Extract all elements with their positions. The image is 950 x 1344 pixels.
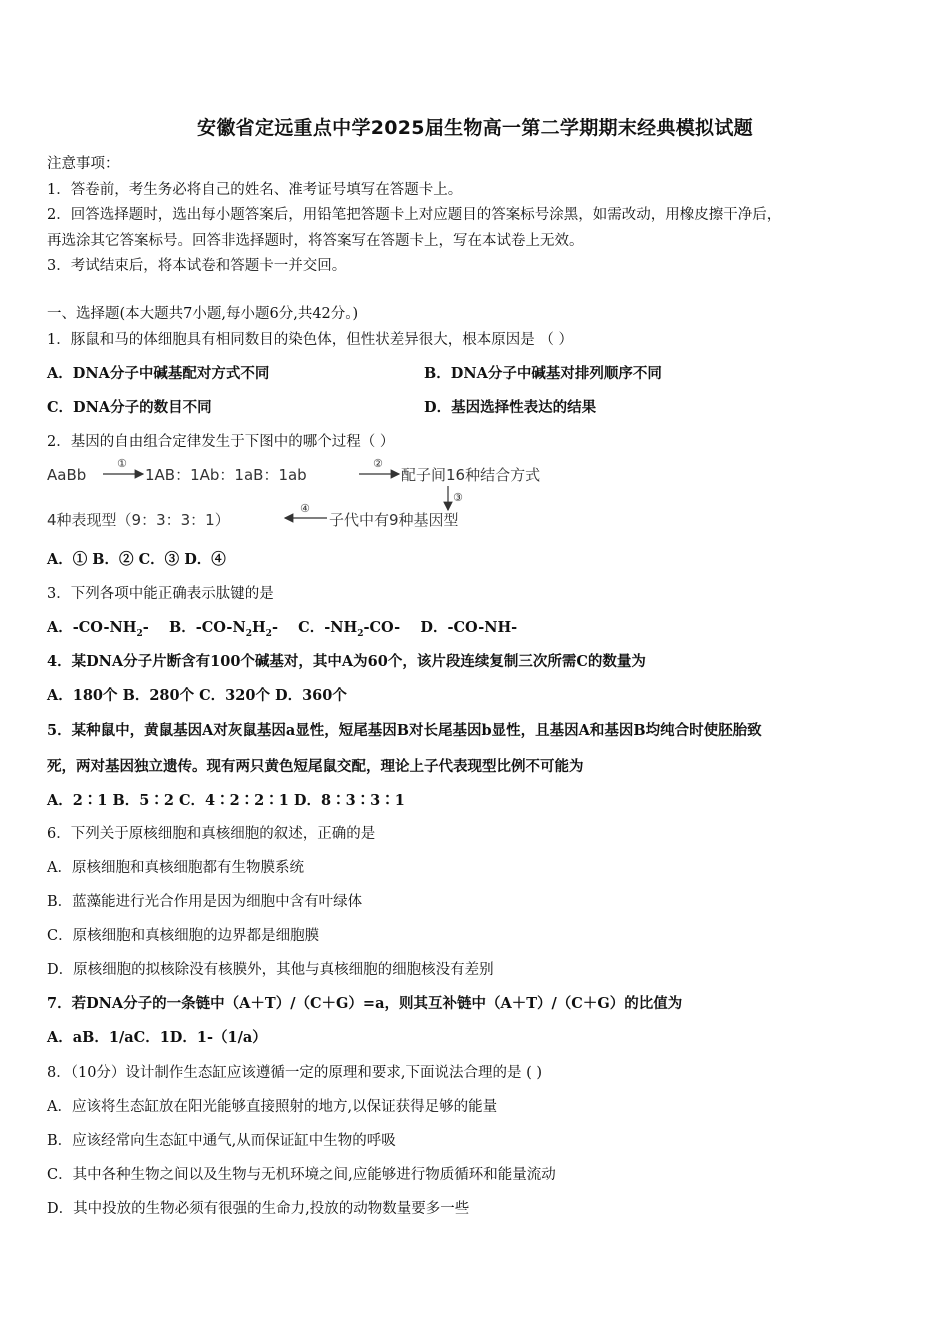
q2-stem: 2．基因的自由组合定律发生于下图中的哪个过程（ ） bbox=[47, 434, 395, 450]
q1-option-b: B．DNA分子中碱基对排列顺序不同 bbox=[424, 365, 662, 382]
q1-option-d: D．基因选择性表达的结果 bbox=[424, 399, 597, 416]
q8-option-a: A．应该将生态缸放在阳光能够直接照射的地方,以保证获得足够的能量 bbox=[47, 1099, 498, 1115]
q6-option-b: B．蓝藻能进行光合作用是因为细胞中含有叶绿体 bbox=[47, 894, 363, 910]
q1-options-row2 bbox=[47, 396, 907, 417]
q8-stem: 8．（10分）设计制作生态缸应该遵循一定的原理和要求,下面说法合理的是 ( ) bbox=[47, 1065, 543, 1081]
page-title: 安徽省定远重点中学2025届生物高一第二学期期末经典模拟试题 bbox=[197, 117, 753, 139]
q6-option-a: A．原核细胞和真核细胞都有生物膜系统 bbox=[47, 860, 304, 876]
notice-item-2-cont: 再选涂其它答案标号。回答非选择题时，将答案写在答题卡上，写在本试卷上无效。 bbox=[47, 233, 584, 249]
q5-stem-line1: 5．某种鼠中，黄鼠基因A对灰鼠基因a显性，短尾基因B对长尾基因b显性，且基因A和基因B均纯合时使胚胎致 bbox=[47, 722, 762, 739]
q4-options: A．180个 B．280个 C．320个 D．360个 bbox=[47, 687, 347, 704]
q5-stem-line2: 死，两对基因独立遗传。现有两只黄色短尾鼠交配，理论上子代表现型比例不可能为 bbox=[47, 758, 584, 775]
notice-heading: 注意事项： bbox=[47, 156, 120, 172]
q3-option-a: A．$-CO-NH_2-$ bbox=[47, 619, 149, 639]
q1-option-c: C．DNA分子的数目不同 bbox=[47, 399, 212, 416]
q3-stem: 3．下列各项中能正确表示肽键的是 bbox=[47, 586, 274, 602]
q5-options: A．2∶1 B．5∶2 C．4∶2∶2∶1 D．8∶3∶3∶1 bbox=[47, 792, 405, 809]
q7-options: A．aB．1/aC．1D．1-（1/a） bbox=[47, 1029, 267, 1046]
q1-options-row1 bbox=[47, 362, 907, 383]
q8-option-b: B．应该经常向生态缸中通气,从而保证缸中生物的呼吸 bbox=[47, 1133, 396, 1149]
notice-item-2: 2．回答选择题时，选出每小题答案后，用铅笔把答题卡上对应题目的答案标号涂黑，如需改动，用橡皮擦干净后， bbox=[47, 207, 782, 223]
notice-item-1: 1．答卷前，考生务必将自己的姓名、准考证号填写在答题卡上。 bbox=[47, 182, 463, 198]
q6-option-c: C．原核细胞和真核细胞的边界都是细胞膜 bbox=[47, 928, 320, 944]
diagram-start: AaBb bbox=[47, 466, 87, 484]
q3-options bbox=[47, 616, 517, 639]
step-4-label: ④ bbox=[300, 502, 310, 515]
q8-option-c: C．其中各种生物之间以及生物与无机环境之间,应能够进行物质循环和能量流动 bbox=[47, 1167, 556, 1183]
diagram-combinations: 配子间16种结合方式 bbox=[401, 466, 541, 484]
step-3-label: ③ bbox=[453, 491, 463, 504]
q7-stem: 7．若DNA分子的一条链中（A＋T）/（C＋G）=a，则其互补链中（A＋T）/（C＋G）的比值为 bbox=[47, 995, 683, 1012]
step-2-label: ② bbox=[373, 457, 383, 470]
notice-item-3: 3．考试结束后，将本试卷和答题卡一并交回。 bbox=[47, 258, 347, 274]
q6-option-d: D．原核细胞的拟核除没有核膜外，其他与真核细胞的细胞核没有差别 bbox=[47, 962, 494, 978]
q3-option-c: C．$-NH_2-CO-$ bbox=[298, 619, 401, 639]
q3-option-d: D．-CO-NH- bbox=[420, 619, 518, 636]
diagram-gametes: 1AB：1Ab：1aB：1ab bbox=[145, 466, 307, 484]
q1-option-a: A．DNA分子中碱基配对方式不同 bbox=[47, 365, 270, 382]
q4-stem: 4．某DNA分子片断含有100个碱基对，其中A为60个，该片段连续复制三次所需C的数量为 bbox=[47, 653, 646, 670]
diagram-phenotypes: 4种表现型（9：3：3：1） bbox=[47, 511, 230, 529]
q2-options: A．① B．② C．③ D．④ bbox=[47, 551, 226, 568]
q1-stem: 1．豚鼠和马的体细胞具有相同数目的染色体，但性状差异很大，根本原因是 （ ） bbox=[47, 332, 573, 348]
section-heading: 一、选择题(本大题共7小题,每小题6分,共42分。) bbox=[47, 306, 359, 322]
q2-diagram bbox=[45, 455, 615, 533]
q8-option-d: D．其中投放的生物必须有很强的生命力,投放的动物数量要多一些 bbox=[47, 1201, 470, 1217]
diagram-genotypes: 子代中有9种基因型 bbox=[329, 511, 459, 529]
q6-stem: 6．下列关于原核细胞和真核细胞的叙述，正确的是 bbox=[47, 826, 376, 842]
q3-option-b: B．$-CO-N_2H_2-$ bbox=[168, 619, 278, 639]
step-1-label: ① bbox=[117, 457, 127, 470]
